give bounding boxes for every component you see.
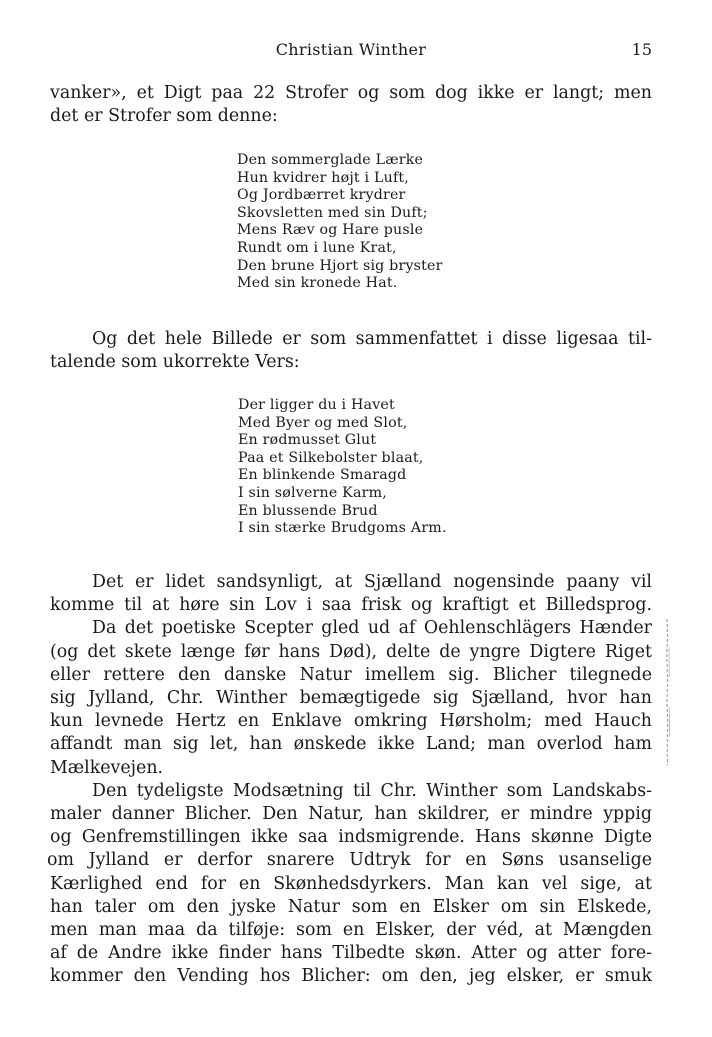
text-line: affandt man sig let, han ønskede ikke Land; man overlod ham xyxy=(50,734,652,755)
poem-verse: Med Byer og med Slot, xyxy=(238,414,408,431)
text-line: kommer den Vending hos Blicher: om den, jeg elsker, er smuk xyxy=(50,966,652,987)
text-line: maler danner Blicher. Den Natur, han skildrer, er mindre yppig xyxy=(50,804,652,825)
poem-verse: En blinkende Smaragd xyxy=(238,467,407,484)
text-line: Det er lidet sandsynligt, at Sjælland nogensinde paany vil xyxy=(92,572,652,592)
poem-1 xyxy=(237,152,443,293)
poem-verse: Hun kvidrer højt i Luft, xyxy=(237,169,410,186)
text-line: Den tydeligste Modsætning til Chr. Winther som Landskabs- xyxy=(92,780,652,801)
transition-paragraph xyxy=(50,328,652,374)
text-line: af de Andre ikke finder hans Tilbedte skøn. Atter og atter fore- xyxy=(50,943,652,964)
poem-verse: Og Jordbærret krydrer xyxy=(237,187,406,204)
text-line: Og det hele Billede er som sammenfattet i disse ligesaa til- xyxy=(92,329,652,349)
poem-verse: Den brune Hjort sig bryster xyxy=(237,257,443,274)
poem-verse: Med sin kronede Hat. xyxy=(237,275,398,292)
text-line: det er Strofer som denne: xyxy=(50,106,278,127)
text-line: sig Jylland, Chr. Winther bemægtigede sig Sjælland, hvor han xyxy=(50,688,652,709)
body-text xyxy=(47,571,652,989)
margin-pencil-mark xyxy=(664,617,672,767)
text-line: talende som ukorrekte Vers: xyxy=(50,352,300,373)
poem-verse: Paa et Silkebolster blaat, xyxy=(238,449,424,466)
poem-verse: I sin stærke Brudgoms Arm. xyxy=(238,520,447,537)
running-title: Christian Winther xyxy=(275,40,427,59)
poem-verse: En rødmusset Glut xyxy=(238,432,377,449)
text-line: og Genfremstillingen ikke saa indsmigrende. Hans skønne Digte xyxy=(50,827,652,848)
poem-verse: Mens Ræv og Hare pusle xyxy=(237,222,424,239)
text-line: (og det skete længe før hans Død), delte de yngre Digtere Riget xyxy=(50,641,652,662)
text-line: Mælkevejen. xyxy=(50,757,164,778)
poem-verse: Der ligger du i Havet xyxy=(238,397,395,413)
poem-verse: I sin sølverne Karm, xyxy=(238,484,387,501)
text-line: vanker», et Digt paa 22 Strofer og som dog ikke er langt; men xyxy=(50,83,652,103)
intro-paragraph xyxy=(50,82,652,128)
text-line: Da det poetiske Scepter gled ud af Oehlenschlägers Hænder xyxy=(92,618,652,639)
page-number: 15 xyxy=(631,40,652,59)
text-line: eller rettere den danske Natur imellem sig. Blicher tilegnede xyxy=(50,664,652,685)
text-line: Kærlighed end for en Skønhedsdyrkers. Man kan vel sige, at xyxy=(50,873,652,894)
text-line: komme til at høre sin Lov i saa frisk og kraftigt et Billedsprog. xyxy=(50,595,652,616)
text-line: kun levnede Hertz en Enklave omkring Hørsholm; med Hauch xyxy=(50,711,652,732)
poem-verse: Rundt om i lune Krat, xyxy=(237,239,397,256)
text-line: han taler om den jyske Natur som en Elsker om sin Elskede, xyxy=(50,896,652,917)
poem-2 xyxy=(238,397,447,538)
poem-verse: Skovsletten med sin Duft; xyxy=(237,204,428,221)
poem-verse: Den sommerglade Lærke xyxy=(237,152,424,168)
text-line: men man maa da tilføje: som en Elsker, der véd, at Mængden xyxy=(50,920,652,941)
poem-verse: En blussende Brud xyxy=(238,502,378,519)
text-line: om Jylland er derfor snarere Udtryk for en Søns usanselige xyxy=(47,850,652,871)
running-head xyxy=(50,40,652,62)
